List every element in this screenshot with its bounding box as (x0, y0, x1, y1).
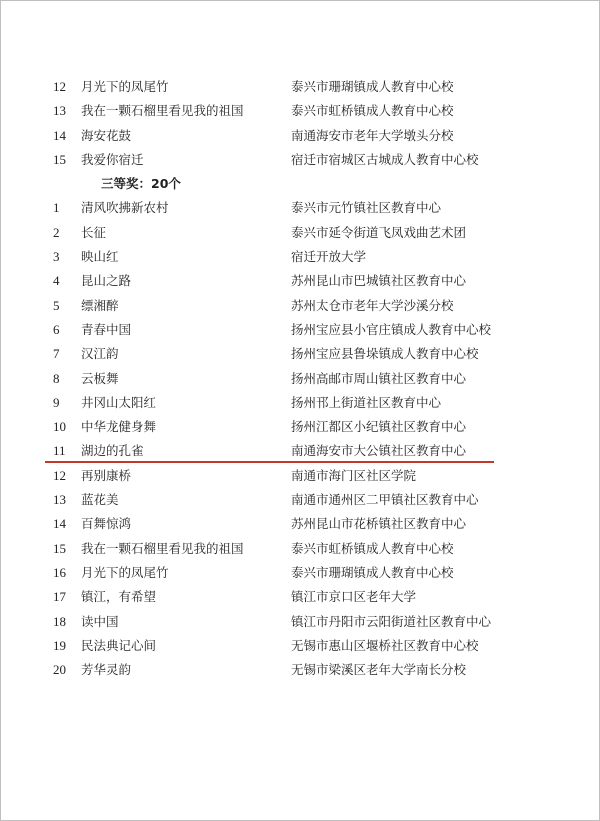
row-number: 13 (53, 492, 66, 508)
table-row (1, 245, 599, 269)
organization-name: 无锡市惠山区堰桥社区教育中心校 (291, 637, 479, 653)
organization-name: 无锡市梁溪区老年大学南长分校 (291, 662, 467, 678)
table-row (1, 634, 599, 658)
organization-name: 南通市通州区二甲镇社区教育中心 (291, 492, 479, 508)
table-row (1, 585, 599, 609)
organization-name: 镇江市丹阳市云阳街道社区教育中心 (291, 613, 492, 629)
organization-name: 苏州昆山市巴城镇社区教育中心 (291, 273, 467, 289)
program-title: 我爱你宿迁 (81, 151, 144, 167)
program-title: 青春中国 (81, 321, 132, 337)
organization-name: 扬州高邮市周山镇社区教育中心 (291, 370, 467, 386)
row-number: 13 (53, 103, 66, 119)
table-row (1, 124, 599, 148)
row-number: 6 (53, 321, 60, 337)
table-row (1, 488, 599, 512)
program-title: 我在一颗石榴里看见我的祖国 (81, 103, 244, 119)
organization-name: 南通市海门区社区学院 (291, 467, 417, 483)
program-title: 清风吹拂新农村 (81, 200, 169, 216)
table-row (1, 415, 599, 439)
program-title: 井冈山太阳红 (81, 394, 157, 410)
organization-name: 苏州昆山市花桥镇社区教育中心 (291, 516, 467, 532)
organization-name: 泰兴市元竹镇社区教育中心 (291, 200, 442, 216)
row-number: 10 (53, 419, 66, 435)
organization-name: 镇江市京口区老年大学 (291, 589, 417, 605)
program-title: 芳华灵韵 (81, 662, 132, 678)
table-row (1, 537, 599, 561)
row-number: 12 (53, 467, 66, 483)
program-title: 读中国 (81, 613, 119, 629)
row-number: 3 (53, 249, 60, 265)
organization-name: 扬州宝应县小官庄镇成人教育中心校 (291, 321, 492, 337)
organization-name: 扬州江都区小纪镇社区教育中心 (291, 419, 467, 435)
table-row (1, 391, 599, 415)
organization-name: 宿迁开放大学 (291, 249, 367, 265)
row-number: 17 (53, 589, 66, 605)
program-title: 民法典记心间 (81, 637, 157, 653)
organization-name: 南通海安市大公镇社区教育中心 (291, 443, 467, 459)
table-row (1, 439, 599, 463)
row-number: 9 (53, 394, 60, 410)
program-title: 百舞惊鸿 (81, 516, 132, 532)
row-number: 12 (53, 79, 66, 94)
row-number: 2 (53, 224, 60, 240)
row-number: 18 (53, 613, 66, 629)
organization-name: 泰兴市虹桥镇成人教育中心校 (291, 540, 454, 556)
program-title: 缥湘醉 (81, 297, 119, 313)
row-number: 11 (53, 443, 66, 459)
award-list (1, 75, 599, 682)
table-row (1, 512, 599, 536)
table-row (1, 221, 599, 245)
row-number: 14 (53, 516, 66, 532)
program-title: 中华龙健身舞 (81, 419, 157, 435)
row-number: 20 (53, 662, 66, 678)
table-row (1, 367, 599, 391)
row-number: 19 (53, 637, 66, 653)
row-number: 1 (53, 200, 60, 216)
program-title: 月光下的凤尾竹 (81, 79, 169, 94)
organization-name: 扬州邗上街道社区教育中心 (291, 394, 442, 410)
row-number: 15 (53, 151, 66, 167)
organization-name: 泰兴市珊瑚镇成人教育中心校 (291, 564, 454, 580)
program-title: 月光下的凤尾竹 (81, 564, 169, 580)
table-row (1, 75, 599, 99)
program-title: 汉江韵 (81, 346, 119, 362)
table-row (1, 269, 599, 293)
table-row (1, 148, 599, 172)
table-row (1, 561, 599, 585)
section-heading: 三等奖：20个 (101, 176, 181, 192)
table-row (1, 342, 599, 366)
program-title: 长征 (81, 224, 107, 240)
program-title: 海安花鼓 (81, 127, 132, 143)
row-number: 15 (53, 540, 66, 556)
program-title: 蓝花美 (81, 492, 119, 508)
row-number: 14 (53, 127, 66, 143)
row-number: 8 (53, 370, 60, 386)
program-title: 昆山之路 (81, 273, 132, 289)
program-title: 我在一颗石榴里看见我的祖国 (81, 540, 244, 556)
program-title: 镇江，有希望 (81, 589, 157, 605)
organization-name: 泰兴市虹桥镇成人教育中心校 (291, 103, 454, 119)
organization-name: 南通海安市老年大学墩头分校 (291, 127, 454, 143)
organization-name: 扬州宝应县鲁垛镇成人教育中心校 (291, 346, 479, 362)
row-number: 16 (53, 564, 66, 580)
organization-name: 苏州太仓市老年大学沙溪分校 (291, 297, 454, 313)
organization-name: 宿迁市宿城区古城成人教育中心校 (291, 151, 479, 167)
row-number: 7 (53, 346, 60, 362)
table-row (1, 658, 599, 682)
program-title: 再别康桥 (81, 467, 132, 483)
table-row (1, 318, 599, 342)
program-title: 映山红 (81, 249, 119, 265)
row-number: 4 (53, 273, 60, 289)
table-row (1, 610, 599, 634)
organization-name: 泰兴市延令街道飞凤戏曲艺术团 (291, 224, 467, 240)
table-row (1, 196, 599, 220)
row-number: 5 (53, 297, 60, 313)
table-row (1, 294, 599, 318)
program-title: 云板舞 (81, 370, 119, 386)
table-row (1, 99, 599, 123)
program-title: 湖边的孔雀 (81, 443, 144, 459)
section-heading-row (1, 172, 599, 196)
organization-name: 泰兴市珊瑚镇成人教育中心校 (291, 79, 454, 94)
table-row (1, 464, 599, 488)
